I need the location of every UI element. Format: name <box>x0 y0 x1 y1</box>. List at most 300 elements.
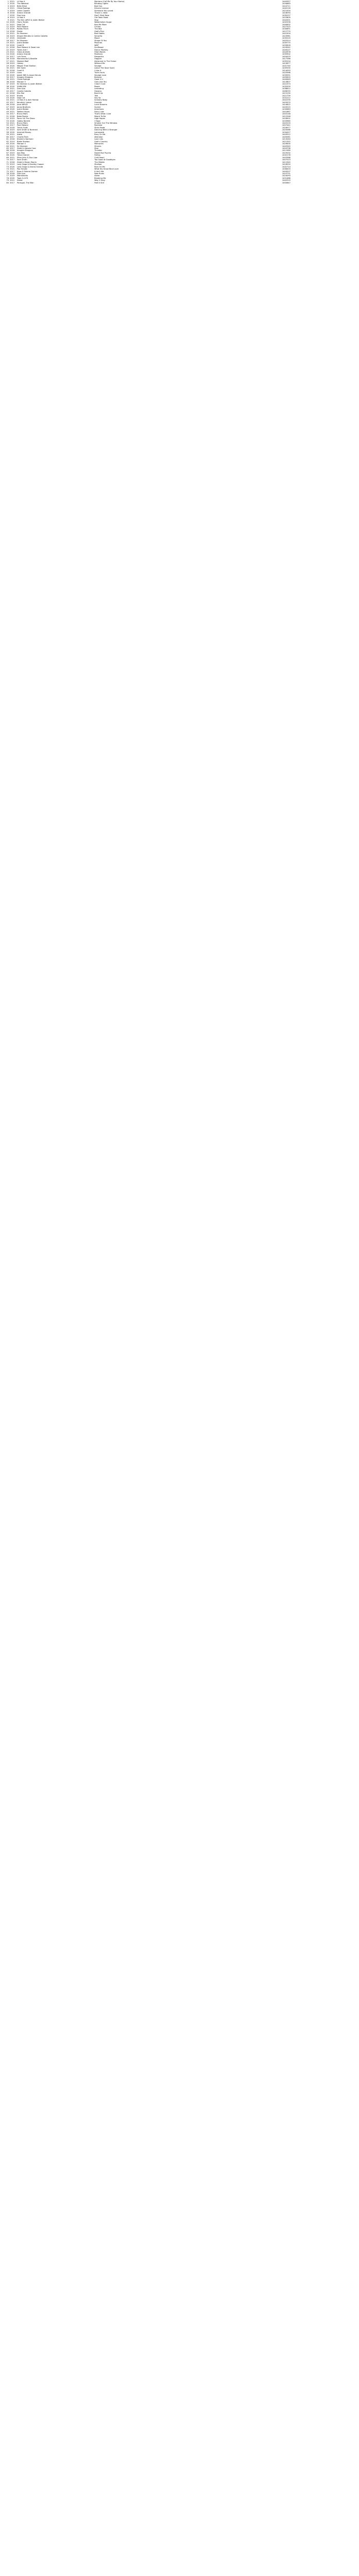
list-item-year: 2020 <box>10 177 15 179</box>
list-item-artist: Lewis Capaldi <box>17 9 30 12</box>
list-item-artist: Halsey <box>17 62 24 65</box>
list-item-artist: Elton John & Dua Lipa <box>17 156 38 159</box>
list-item-code: 1431212 <box>282 97 290 99</box>
list-item-title: The Box <box>94 28 102 30</box>
list-item-code: 1405620 <box>282 76 290 78</box>
list-item-title: Fancy Like <box>94 110 104 113</box>
list-item-rank: 69 <box>6 156 9 159</box>
list-item-code: 1423981 <box>282 35 290 37</box>
list-item-year: 2021 <box>10 7 15 10</box>
list-item-title: Love Lies <box>94 138 103 141</box>
list-item-year: 2017 <box>10 181 15 184</box>
list-item-year: 2017 <box>10 147 15 149</box>
list-item-artist: Ed Sheeran & Justin Bieber <box>17 83 42 86</box>
list-item-title: Peaches <box>94 42 102 44</box>
list-item-rank: 15 <box>6 32 9 35</box>
list-item-code: 1424711 <box>282 5 290 7</box>
list-item-title: Feel It Still <box>94 181 104 184</box>
list-item-artist: Ariana Grande <box>17 12 30 14</box>
list-item-title: Thunder <box>94 149 102 152</box>
list-item-code: 1440118 <box>282 7 290 10</box>
list-item-year: 2018 <box>10 46 15 49</box>
list-item-rank: 62 <box>6 140 9 143</box>
list-item-rank: 66 <box>6 149 9 152</box>
list-item-year: 2017 <box>10 76 15 78</box>
list-item-rank: 42 <box>6 94 9 97</box>
list-item-year: 2021 <box>10 88 15 90</box>
list-item-artist: Gabby Barrett <box>17 120 30 122</box>
list-item-year: 2021 <box>10 19 15 21</box>
list-item-artist: Dua Lipa <box>17 88 25 90</box>
list-item-artist: Ed Sheeran <box>17 145 28 147</box>
list-item-rank: 25 <box>6 55 9 58</box>
list-item-title: Shivers <box>94 145 102 147</box>
list-item-year: 2021 <box>10 133 15 136</box>
list-item-rank: 73 <box>6 165 9 168</box>
list-item-year: 2020 <box>10 165 15 168</box>
list-item-rank: 21 <box>6 46 9 49</box>
list-item-rank: 5 <box>7 9 9 12</box>
list-item-code: 1431740 <box>282 64 290 67</box>
list-item-year: 2018 <box>10 80 15 83</box>
list-item-artist: Glass Animals <box>17 50 30 53</box>
list-item-code: 1404796 <box>282 147 290 149</box>
list-item-rank: 33 <box>6 74 9 76</box>
list-item-rank: 40 <box>6 90 9 92</box>
list-item-rank: 1 <box>7 1 9 3</box>
list-item-title: Watermelon Sugar <box>94 21 112 24</box>
list-item-code: 1421004 <box>282 9 290 12</box>
list-item-title: Talk <box>94 94 98 97</box>
list-item-year: 2020 <box>10 143 15 145</box>
list-item-title: Alone <box>94 175 100 177</box>
list-item-code: 1440957 <box>282 1 290 3</box>
list-item-artist: Lil Nas X <box>17 1 25 3</box>
list-item-rank: 37 <box>6 83 9 86</box>
list-item-code: 1432178 <box>282 154 290 157</box>
list-item-rank: 76 <box>6 172 9 175</box>
list-item-year: 2018 <box>10 92 15 95</box>
list-item-artist: Lady Gaga & Ariana Grande <box>17 165 43 168</box>
list-item-title: New Rules <box>94 172 104 175</box>
list-item-code: 1405847 <box>282 181 290 184</box>
list-item-year: 2018 <box>10 149 15 152</box>
list-item-artist: Roddy Ricch <box>17 28 29 30</box>
list-item-title: Way 2 Sexy <box>94 179 105 182</box>
list-item-year: 2017 <box>10 135 15 138</box>
list-item-code: 1439335 <box>282 67 290 70</box>
list-item-title: Without Me <box>94 62 105 65</box>
list-item-year: 2021 <box>10 60 15 62</box>
list-item-code: 1426107 <box>282 48 290 51</box>
list-item-title: Lemonade <box>94 131 104 133</box>
list-item-code: 1443103 <box>282 122 290 125</box>
list-item-code: 1443368 <box>282 156 290 159</box>
list-item-rank: 74 <box>6 168 9 171</box>
list-item-code: 1433091 <box>282 74 290 76</box>
list-item-year: 2018 <box>10 172 15 175</box>
list-item-rank: 32 <box>6 72 9 74</box>
list-item-code: 1420066 <box>282 129 290 131</box>
list-item-code: 1438812 <box>282 88 290 90</box>
list-item-year: 2021 <box>10 122 15 125</box>
list-item-code: 1435902 <box>282 53 290 56</box>
list-item-year: 2021 <box>10 145 15 147</box>
list-item-code: 1433618 <box>282 44 290 46</box>
list-item-rank: 51 <box>6 115 9 117</box>
list-item-title: Memories <box>94 143 104 145</box>
list-item-rank: 56 <box>6 126 9 129</box>
list-item-code: 1411589 <box>282 149 290 152</box>
list-item-year: 2019 <box>10 5 15 7</box>
list-item-rank: 53 <box>6 120 9 122</box>
list-item-artist: Juice WRLD <box>17 104 28 106</box>
list-item-code: 1443512 <box>282 133 290 136</box>
list-item-artist: Justin Bieber <box>17 108 29 111</box>
list-item-rank: 58 <box>6 131 9 133</box>
list-item-code: 1413807 <box>282 80 290 83</box>
list-item-rank: 48 <box>6 108 9 111</box>
list-item-year: 2019 <box>10 175 15 177</box>
list-item-rank: 28 <box>6 62 9 65</box>
list-item-rank: 31 <box>6 69 9 72</box>
list-item-rank: 63 <box>6 143 9 145</box>
list-item-rank: 38 <box>6 85 9 88</box>
list-item-year: 2017 <box>10 124 15 127</box>
list-item-artist: Post Malone <box>17 25 28 28</box>
list-item-year: 2018 <box>10 126 15 129</box>
list-item-code: 1442945 <box>282 145 290 147</box>
list-item-artist: Internet Money <box>17 131 31 133</box>
list-item-rank: 67 <box>6 151 9 154</box>
list-item-rank: 55 <box>6 124 9 127</box>
list-item-code: 1429830 <box>282 143 290 145</box>
list-item-year: 2021 <box>10 32 15 35</box>
list-item-title: Sweet But Psycho <box>94 151 111 154</box>
list-item-rank: 41 <box>6 92 9 95</box>
list-item-title: Levitating <box>94 88 104 90</box>
list-item-year: 2018 <box>10 58 15 60</box>
list-item-title: Attention <box>94 135 103 138</box>
list-item-year: 2019 <box>10 72 15 74</box>
list-item-artist: Silk Sonic <box>17 67 26 70</box>
list-item-title: Too Good At Goodbyes <box>94 159 116 161</box>
list-item-code: 1412770 <box>282 30 290 32</box>
list-item-year: 2019 <box>10 151 15 154</box>
list-item-artist: Drake <box>17 30 23 32</box>
list-item-code: 1413264 <box>282 138 290 141</box>
list-item-artist: Kygo & Selena Gomez <box>17 170 38 173</box>
list-item-artist: Travis Scott <box>17 126 28 129</box>
list-item-artist: SAINt JHN <box>17 85 26 88</box>
list-item-year: 2019 <box>10 129 15 131</box>
list-item-artist: Tones And I <box>17 48 28 51</box>
list-item-rank: 61 <box>6 138 9 141</box>
list-item-title: Astronaut In The Ocean <box>94 60 117 62</box>
list-item-rank: 17 <box>6 37 9 40</box>
list-item-rank: 44 <box>6 99 9 101</box>
list-item-year: 2020 <box>10 74 15 76</box>
list-item-code: 1422809 <box>282 16 290 19</box>
list-item-year: 2021 <box>10 168 15 171</box>
list-item-code: 1434883 <box>282 3 290 5</box>
list-item-year: 2020 <box>10 37 15 40</box>
list-item-year: 2019 <box>10 25 15 28</box>
list-item-year: 2021 <box>10 156 15 159</box>
list-item-rank: 35 <box>6 78 9 81</box>
list-item-year: 2018 <box>10 104 15 106</box>
list-item-rank: 29 <box>6 64 9 67</box>
list-item-artist: Ariana Grande <box>17 53 30 56</box>
list-item-title: Blinding Lights <box>94 3 108 5</box>
list-item-code: 1439770 <box>282 42 290 44</box>
list-item-artist: Luis Fonsi <box>17 55 26 58</box>
list-item-title: Savage <box>94 64 102 67</box>
list-item-artist: Ava Max <box>17 151 25 154</box>
list-item-rank: 6 <box>7 12 9 14</box>
list-item-year: 2018 <box>10 30 15 32</box>
list-item-title: Breaking Me <box>94 177 106 179</box>
list-item-title: Dance Monkey <box>94 48 108 51</box>
list-item-title: Smokin Out The Window <box>94 122 118 125</box>
list-item-title: God's Plan <box>94 30 104 32</box>
list-item-artist: Olivia Rodrigo <box>17 7 30 10</box>
list-item-rank: 79 <box>6 179 9 182</box>
list-item-title: Industry Baby <box>94 99 108 101</box>
list-item-code: 1418550 <box>282 163 290 166</box>
list-item-artist: Zedd & Alessia Cara <box>17 147 36 149</box>
list-item-code: 1407023 <box>282 159 290 161</box>
list-item-code: 1416977 <box>282 126 290 129</box>
list-item-year: 2019 <box>10 62 15 65</box>
list-item-year: 2020 <box>10 120 15 122</box>
list-item-title: God's Country <box>94 140 108 143</box>
list-item-year: 2021 <box>10 23 15 26</box>
list-item-artist: Adele <box>17 133 23 136</box>
list-item-rank: 60 <box>6 135 9 138</box>
list-item-code: 1431486 <box>282 177 290 179</box>
list-item-year: 2020 <box>10 53 15 56</box>
list-item-year: 2020 <box>10 44 15 46</box>
list-item-year: 2020 <box>10 64 15 67</box>
list-item-artist: Bebe Rexha <box>17 115 28 117</box>
list-item-title: Falling <box>94 154 101 157</box>
list-item-title: Montero (Call Me By Your Name) <box>94 1 125 3</box>
list-item-year: 2020 <box>10 28 15 30</box>
list-item-rank: 19 <box>6 42 9 44</box>
list-item-code: 1417266 <box>282 58 290 60</box>
list-item-artist: Portugal. The Man <box>17 181 34 184</box>
list-item-title: Stay <box>94 19 99 21</box>
list-item-title: Intentions <box>94 108 104 111</box>
list-item-title: Shape Of You <box>94 39 107 42</box>
list-item-title: Heat Waves <box>94 50 106 53</box>
list-item-rank: 77 <box>6 175 9 177</box>
list-item-code: 1414093 <box>282 69 290 72</box>
list-item-title: Lucid Dreams <box>94 104 107 106</box>
list-item-rank: 16 <box>6 35 9 37</box>
list-item-rank: 50 <box>6 113 9 115</box>
list-item-artist: Trevor Daniel <box>17 154 29 157</box>
list-item-year: 2017 <box>10 159 15 161</box>
list-item-artist: Walker Hayes <box>17 110 30 113</box>
list-item-year: 2017 <box>10 55 15 58</box>
list-item-code: 1430891 <box>282 28 290 30</box>
list-item-title: Rockstar <box>94 124 103 127</box>
list-item-title: Old Town Road <box>94 16 108 19</box>
list-item-title: What You Know Bout Love <box>94 168 119 171</box>
list-item-code: 1422374 <box>282 83 290 86</box>
list-item-artist: Ed Sheeran <box>17 32 28 35</box>
list-item-year: 2019 <box>10 140 15 143</box>
list-item-code: 1404419 <box>282 55 290 58</box>
list-item-year: 2018 <box>10 12 15 14</box>
list-item-code: 1432009 <box>282 85 290 88</box>
list-item-rank: 30 <box>6 67 9 70</box>
list-item-year: 2019 <box>10 16 15 19</box>
list-item-code: 1416342 <box>282 46 290 49</box>
list-item-year: 2021 <box>10 99 15 101</box>
list-item-title: That's What I Like <box>94 113 111 115</box>
list-item-year: 2018 <box>10 161 15 163</box>
list-item-title: Rain On Me <box>94 165 105 168</box>
list-item-rank: 75 <box>6 170 9 173</box>
list-item-artist: Khalid & Normani <box>17 138 34 141</box>
list-item-code: 1404207 <box>282 170 290 173</box>
list-item-code: 1408255 <box>282 90 290 92</box>
list-item-title: Stay <box>94 147 99 149</box>
list-item-title: Leave The Door Open <box>94 67 115 70</box>
list-item-code: 1419877 <box>282 62 290 65</box>
list-item-title: It Ain't Me <box>94 170 104 173</box>
list-item-artist: Camila Cabello <box>17 90 31 92</box>
list-item-year: 2020 <box>10 85 15 88</box>
list-item-rank: 23 <box>6 50 9 53</box>
list-item-artist: Pop Smoke <box>17 168 27 171</box>
list-item-code: 1427315 <box>282 25 290 28</box>
list-item-artist: Panic! At The Disco <box>17 117 35 120</box>
list-item-title: Despacito <box>94 55 104 58</box>
list-item-artist: Megan Thee Stallion <box>17 64 36 67</box>
list-item-code: 1430237 <box>282 14 290 16</box>
list-item-artist: Topic & A7S <box>17 177 28 179</box>
list-item-rank: 80 <box>6 181 9 184</box>
list-item-code: 1403148 <box>282 113 290 115</box>
list-item-title: Truth Hurts <box>94 72 105 74</box>
list-item-title: Easy On Me <box>94 133 106 136</box>
list-item-title: I Like It <box>94 69 101 72</box>
list-item-artist: Kendrick Lamar <box>17 101 32 104</box>
list-item-artist: Marshmello & Bastille <box>17 58 38 60</box>
list-item-rank: 14 <box>6 30 9 32</box>
list-item-title: Shallow <box>94 163 102 166</box>
list-item-year: 2021 <box>10 179 15 182</box>
list-item-code: 1407441 <box>282 124 290 127</box>
list-item-code: 1418093 <box>282 12 290 14</box>
list-item-title: Happier <box>94 58 102 60</box>
list-item-rank: 12 <box>6 25 9 28</box>
list-item-rank: 18 <box>6 39 9 42</box>
list-item-title: Circles <box>94 25 101 28</box>
list-item-title: Boo'd Up <box>94 92 103 95</box>
list-item-title: High Hopes <box>94 117 105 120</box>
list-item-year: 2020 <box>10 14 15 16</box>
list-item-artist: Maroon 5 <box>17 143 26 145</box>
list-item-code: 1434427 <box>282 131 290 133</box>
list-item-year: 2020 <box>10 97 15 99</box>
list-item-code: 1430663 <box>282 108 290 111</box>
list-item-title: I Hope <box>94 120 101 122</box>
list-item-year: 2019 <box>10 94 15 97</box>
list-item-rank: 24 <box>6 53 9 56</box>
list-item-artist: Dua Lipa <box>17 14 25 16</box>
list-item-rank: 64 <box>6 145 9 147</box>
list-item-title: Havana <box>94 90 102 92</box>
list-item-artist: Blake Shelton <box>17 140 30 143</box>
list-item-title: Bad Habits <box>94 32 105 35</box>
list-item-artist: Sam Smith & Normani <box>17 129 38 131</box>
list-item-artist: Cardi B <box>17 44 24 46</box>
list-item-code: 1421352 <box>282 140 290 143</box>
list-item-year: 2020 <box>10 154 15 157</box>
list-item-year: 2019 <box>10 48 15 51</box>
list-item-rank: 10 <box>6 21 9 24</box>
list-item-artist: Post Malone <box>17 124 28 127</box>
list-item-code: 1424093 <box>282 175 290 177</box>
list-item-title: I Don't Care <box>94 83 106 86</box>
list-item-artist: Bruno Mars <box>17 113 28 115</box>
list-item-title: Sunflower <box>94 46 104 49</box>
list-item-code: 1433985 <box>282 120 290 122</box>
list-item-title: Senorita <box>94 35 103 37</box>
list-item-year: 2020 <box>10 108 15 111</box>
list-item-title: Believer <box>94 76 102 78</box>
list-item-rank: 2 <box>7 3 9 5</box>
list-item-artist: The Kid LAROI & Justin Bieber <box>17 19 45 21</box>
list-item-artist: Imagine Dragons <box>17 149 33 152</box>
list-item-code: 1441504 <box>282 32 290 35</box>
list-item-year: 2017 <box>10 113 15 115</box>
list-item-title: Cold Heart <box>94 156 105 159</box>
list-item-title: Someone You Loved <box>94 9 113 12</box>
list-item-artist: Justin Bieber <box>17 42 29 44</box>
list-item-title: Good 4 U <box>94 78 103 81</box>
list-item-year: 2019 <box>10 35 15 37</box>
list-item-code: 1415190 <box>282 92 290 95</box>
list-item-code: 1435220 <box>282 37 290 40</box>
list-item-artist: Imagine Dragons <box>17 76 33 78</box>
list-item-artist: Ed Sheeran <box>17 39 28 42</box>
list-item-year: 2020 <box>10 131 15 133</box>
list-item-year: 2020 <box>10 21 15 24</box>
list-item-title: Bad Guy <box>94 5 103 7</box>
list-item-code: 1412346 <box>282 115 290 117</box>
list-item-rank: 4 <box>7 7 9 10</box>
list-item-title: Savage Love <box>94 74 106 76</box>
list-item-title: WAP <box>94 44 99 46</box>
list-item-rank: 45 <box>6 101 9 104</box>
list-item-artist: Lizzo <box>17 72 22 74</box>
list-item-rank: 72 <box>6 163 9 166</box>
list-item-rank: 26 <box>6 58 9 60</box>
list-item-title: Roses <box>94 85 100 88</box>
list-item-rank: 34 <box>6 76 9 78</box>
list-item-code: 1442519 <box>282 179 290 182</box>
list-item-year: 2019 <box>10 106 15 108</box>
list-item-title: Thank U, Next <box>94 12 108 14</box>
list-item-rank: 59 <box>6 133 9 136</box>
list-item-rank: 9 <box>7 19 9 21</box>
